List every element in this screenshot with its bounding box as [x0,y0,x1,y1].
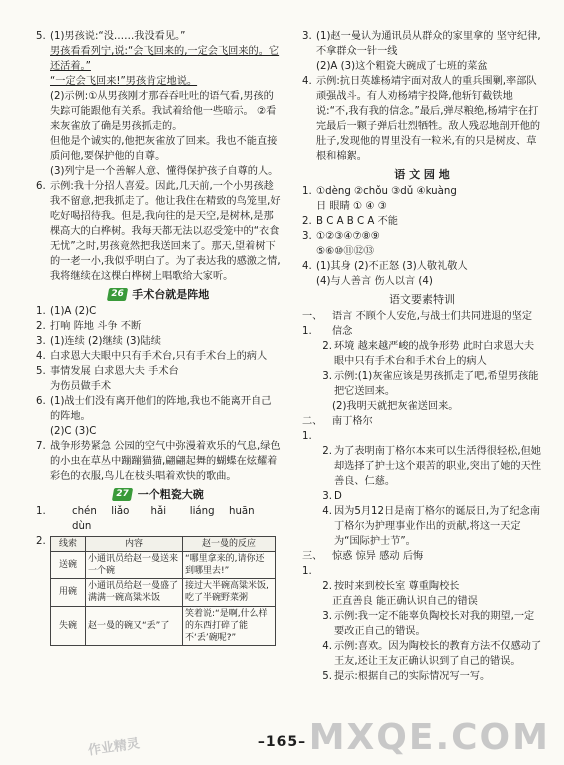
pinyin-word: chén [72,505,97,517]
column-header: 线索 [51,536,86,551]
section-26-answers [36,305,281,485]
list-item [36,395,281,425]
list-item [36,350,281,365]
pinyin-word: huān [229,505,255,517]
yuwen-yuandi-answers [302,185,542,290]
answer-text: (1)战士们没有离开他们的阵地,我也不能离开自己的阵地。 [50,395,272,422]
table-cell: “哪里拿来的,请你还到哪里去!” [183,551,276,578]
list-item [302,215,542,230]
list-item [36,425,281,440]
table-cell: 小通讯员给赵一曼送来一个碗 [86,551,183,578]
answer-text: 环境 越来越严峻的战争形势 此时白求恩大夫眼中只有手术台和手术台上的病人 [334,341,535,368]
q-number: 1. [36,305,46,317]
table-cell: 接过大半碗高粱米饭,吃了半碗野菜粥 [183,579,276,606]
q-number: 5. [322,670,332,682]
right-column [302,30,542,685]
table-cell: 笑着说:“是啊,什么样的东西打碎了能不‘丢’碗呢?” [183,606,276,645]
q-number: 2. [322,580,332,592]
answer-text: ①②③④⑦⑧⑨ [316,230,380,242]
list-item [36,440,281,485]
answer-line: (2)示例:①从男孩刚才那吞吞吐吐的语气看,男孩的失踪可能跟他有关系。我试着给他一些暗示。 ②看来灰雀放了确是男孩抓走的。 [50,90,277,132]
list-item [302,275,542,290]
answer-text: (4)与人善言 伤人以言 (4) [316,275,433,287]
q-number: 6. [36,180,46,192]
answer-text: 日 眼睛 ① ④ ③ [316,201,387,212]
answer-text: 惊惑 惊异 感动 后悔 [332,550,424,562]
answer-text: ⑤⑥⑩⑪⑫⑬ [316,245,374,257]
column-header: 内容 [86,536,183,551]
list-item [302,310,542,340]
answer-text: (1)其身 (2)不正怒 (3)人敬礼敬人 [316,260,468,272]
answer-q4 [302,75,542,165]
q-number: 3. [322,490,332,502]
q-number: 2. [322,341,332,353]
list-item [36,305,281,320]
pinyin-word: dùn [72,520,92,532]
table-cell: 失碗 [51,606,86,645]
q-number: 4. [322,505,332,517]
q-number: 3. [302,31,312,42]
answer-text: 正直善良 能正确认识自己的错误 [332,595,478,607]
table-cell: 用碗 [51,579,86,606]
corner-watermark: 作业精灵 [87,736,141,759]
q-number: 1. [36,505,46,517]
table-row [51,579,276,606]
answer-line: 但他是个诚实的,他把灰雀放了回来。我也不能直接质问他,要保护他的自尊。 [50,135,278,162]
column-header: 赵一曼的反应 [183,536,276,551]
answer-text: D [334,490,342,502]
answer-text: 示例:(1)灰雀应该是男孩抓走了吧,希望男孩能把它送回来。 [334,371,539,397]
answer-text: 南丁格尔 [332,415,373,427]
table-row [51,606,276,645]
list-item [302,415,542,445]
answer-text: (1)连续 (2)继续 (3)陆续 [50,335,161,347]
pinyin-answers [36,505,281,535]
list-item [302,670,542,685]
answer-text: 示例:喜欢。因为陶校长的教育方法不仅感动了王友,还让王友正确认识到了自己的错误。 [334,640,542,667]
yaosu-texun-header [302,292,542,308]
yaosu-texun-answers [302,310,542,685]
pinyin-word: hǎi [150,505,167,517]
q-number: 3. [302,230,312,242]
answer-text: (2)我明天就把灰雀送回来。 [332,400,459,412]
q-number: 4. [36,350,46,362]
bowl-clue-table [50,536,276,646]
site-watermark: MXQE.COM [308,717,550,758]
answer-text: 打响 阵地 斗争 不断 [50,320,142,332]
page-number: –165– [257,734,307,750]
list-item [302,505,542,550]
answer-text: 因为5月12日是南丁格尔的诞辰日,为了纪念南丁格尔为护理事业作出的贡献,将这一天定为“国际护士节”。 [334,505,541,547]
answer-text: 示例:我十分招人喜爱。因此,几天前,一个小男孩趁我不留意,把我抓走了。他让我住在精致的鸟笼里,好吃好喝招待我。但是,我向往的是天空,是树林,是那棵高大的白桦树。我每天都无法以忍受笼中的“衣食无忧”之时,男孩竟然把我送回来了。那天,望着树下的一老一小,我似乎明白了。为了表达我的感激之情,我将继续在这棵白桦树上唱歌给大家听。 [50,180,281,282]
table-header-row [51,536,276,551]
q-number: 3. [322,610,332,622]
list-item [302,230,542,245]
list-item [302,580,542,595]
answer-line: “一定会飞回来!”男孩肯定地说。 [50,75,198,87]
q-number: 5. [36,31,46,42]
q-number: 7. [36,440,46,452]
q-number: 2. [36,535,46,547]
q-number: 3. [322,371,332,382]
answer-q6 [36,180,281,285]
list-item [36,335,281,350]
answer-text: 语言 不顾个人安危,与战士们共同进退的坚定信念 [332,311,533,338]
section-27-header [36,487,281,503]
section-title: 一个粗瓷大碗 [137,487,204,501]
answer-text: 事情发展 白求恩大夫 手术台 [50,365,179,377]
q-number: 6. [36,395,46,407]
list-item [302,260,542,275]
list-item [302,185,542,200]
answer-text: 战争形势紧急 公园的空气中弥漫着欢乐的气息,绿色的小虫在草丛中蹦蹦猫猫,翩翩起舞的蝴蝶在炫耀着彩色的衣服,鸟儿在枝头唱着欢快的歌曲。 [50,440,281,482]
answer-line: (1)赵一曼认为通讯员从群众的家里拿的 坚守纪律,不拿群众一针一线 [316,31,541,57]
list-item [36,320,281,335]
pinyin-word: liáng [189,505,215,517]
q-number: 2. [36,320,46,332]
q-number: 2. [302,215,312,227]
q-number: 三、1. [302,550,323,577]
answer-text: 示例:我一定不能辜负陶校长对我的期望,一定要改正自己的错误。 [334,610,535,637]
section-title: 语 文 园 地 [394,167,450,181]
lesson-number-badge: 27 [112,488,133,501]
q-number: 1. [302,186,312,198]
answer-text: ①dèng ②chǒu ③dǔ ④kuàng [316,186,457,198]
answer-text: 白求恩大夫眼中只有手术台,只有手术台上的病人 [50,350,268,362]
answer-q3 [302,30,542,75]
table-cell: 赵一曼的碗又“丢”了 [86,606,183,645]
answer-line: (1)男孩说:“没……我没看见。” [50,31,186,42]
answer-line: (3)列宁是一个善解人意、懂得保护孩子自尊的人。 [50,165,279,177]
section-title: 手术台就是阵地 [132,287,210,301]
answer-text: B C A B C A 不能 [316,215,398,227]
answer-text: 提示:根据自己的实际情况写一写。 [334,670,491,682]
list-item [302,400,542,415]
pinyin-word: liǎo [111,505,130,517]
yuwen-yuandi-header [302,167,542,183]
table-cell: 小通讯员给赵一曼盛了满满一碗高粱米饭 [86,579,183,606]
list-item [302,490,542,505]
lesson-number-badge: 26 [107,288,128,301]
list-item [302,245,542,260]
q-number: 3. [36,335,46,347]
table-cell: 送碗 [51,551,86,578]
q-number: 2. [322,445,332,457]
q-number: 4. [302,75,312,87]
q-number: 5. [36,365,46,377]
answer-text: 为伤员做手术 [50,380,112,392]
list-item [302,550,542,580]
section-title: 语文要素特训 [389,292,455,306]
q-number: 4. [302,260,312,272]
answer-text: (1)A (2)C [50,305,97,317]
answer-text: 按时来到校长室 尊重陶校长 [334,580,460,592]
list-item [36,380,281,395]
answer-text: 示例:抗日英雄杨靖宇面对敌人的重兵围剿,率部队顽强战斗。有人劝杨靖宇投降,他斩钉截铁地说:“不,我有我的信念。”最后,弹尽粮绝,杨靖宇在打完最后一颗子弹后壮烈牺牲。敌人残忍地剖开他的肚子,发现他的胃里没有一粒米,有的只是树皮、草根和棉絮。 [316,75,541,162]
left-column [36,30,281,646]
list-item [302,370,542,400]
table-row [51,551,276,578]
q-number: 4. [322,640,332,652]
list-item [302,610,542,640]
list-item [302,445,542,490]
answer-q5 [36,30,281,180]
list-item [302,200,542,215]
list-item [302,340,542,370]
list-item [302,595,542,610]
answer-line: 男孩看看列宁,说:“会飞回来的,一定会飞回来的。它还活着。” [50,45,280,72]
answer-text: (2)C (3)C [50,425,97,437]
q-number: 一、1. [302,311,323,338]
section-26-header [36,287,281,303]
q-number: 二、1. [302,415,323,442]
list-item [36,365,281,380]
list-item [302,640,542,670]
answer-text: 为了表明南丁格尔本来可以生活得很轻松,但她却选择了护士这个艰苦的职业,突出了她的天性善良、仁慈。 [334,445,541,487]
answer-line: (2)A (3)这个粗瓷大碗成了七班的菜盆 [316,60,488,72]
